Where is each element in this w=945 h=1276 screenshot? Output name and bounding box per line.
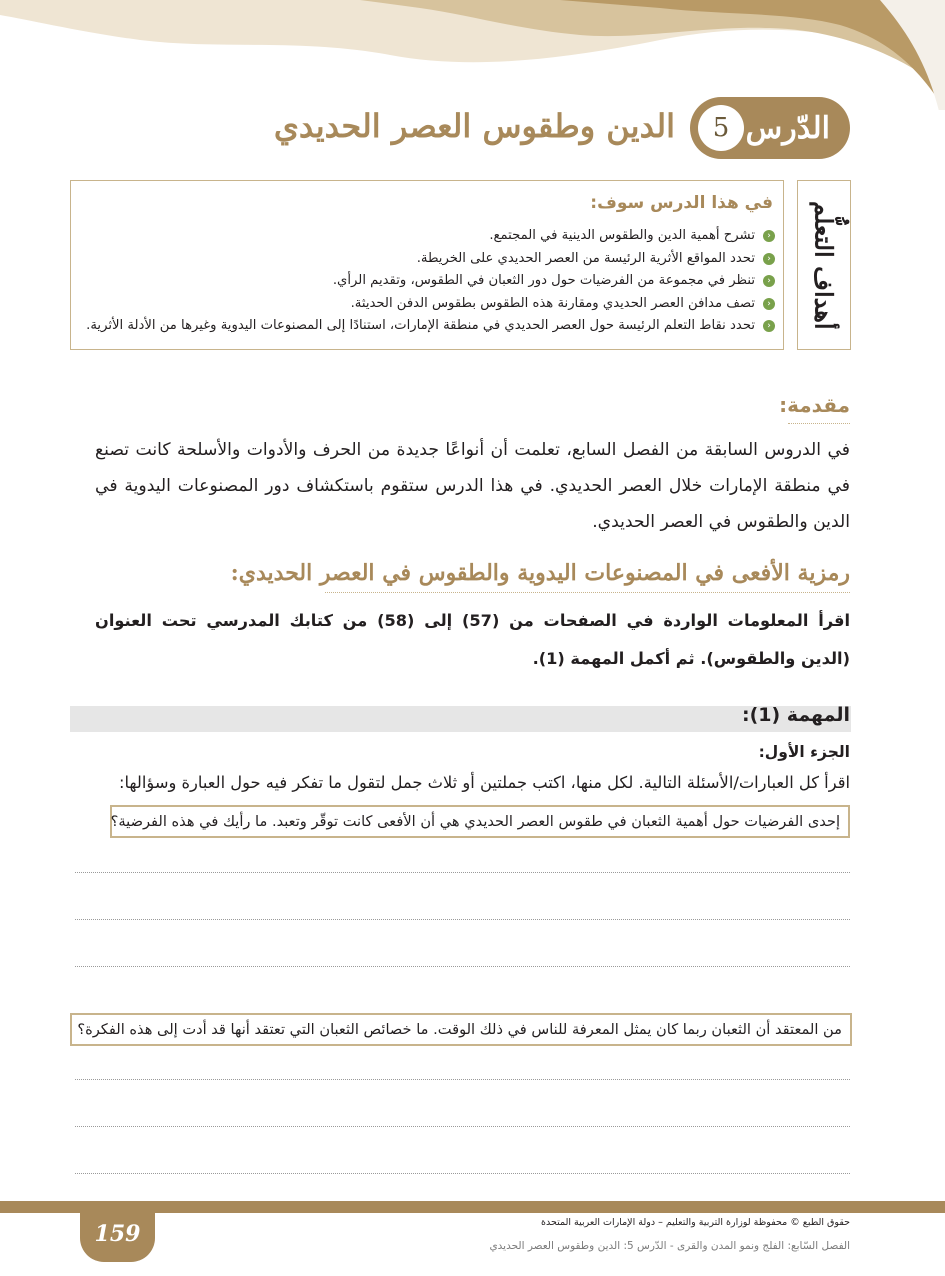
answer-line[interactable] [75, 1126, 850, 1127]
question-box-1 [110, 805, 850, 838]
section-title-underline [325, 592, 850, 593]
question-box-2 [70, 1013, 852, 1046]
objective-item [86, 225, 775, 248]
objective-text: تحدد المواقع الأثرية الرئيسة من العصر الحديدي على الخريطة. [416, 250, 755, 266]
reading-instruction: اقرأ المعلومات الواردة في الصفحات من (57) إلى (58) من كتابك المدرسي تحت العنوان (الدين والطقوس). ثم أكمل المهمة (1). [95, 611, 850, 668]
objectives-list [86, 225, 775, 338]
arrow-bullet-icon: ‹ [763, 253, 775, 265]
lesson-number: 5 [698, 105, 744, 151]
task-title: المهمة (1): [741, 704, 850, 726]
objective-text: تشرح أهمية الدين والطقوس الدينية في المجتمع. [489, 228, 755, 243]
objective-item [86, 315, 775, 338]
objective-item [86, 270, 775, 293]
footer-chapter-info: الفصل السّابع: الفلج ونمو المدن والقرى - الدّرس 5: الدين وطقوس العصر الحديدي [489, 1240, 850, 1252]
task-header-bar [70, 706, 851, 732]
arrow-bullet-icon: ‹ [763, 275, 775, 287]
objective-text: تنظر في مجموعة من الفرضيات حول دور الثعبان في الطقوس، وتقديم الرأي. [332, 273, 755, 288]
objectives-heading: في هذا الدرس سوف: [590, 193, 773, 213]
question-text: من المعتقد أن الثعبان ربما كان يمثل المعرفة للناس في ذلك الوقت. ما خصائص الثعبان التي تعتقد أنها قد أدت إلى هذه الفكرة؟ [77, 1021, 842, 1038]
objective-item [86, 293, 775, 316]
answer-line[interactable] [75, 1079, 850, 1080]
header-wave-decoration [0, 0, 945, 110]
question-text: إحدى الفرضيات حول أهمية الثعبان في طقوس العصر الحديدي هي أن الأفعى كانت توقّر وتعبد. ما رأيك في هذه الفرضية؟ [110, 813, 840, 830]
objectives-side-label: أهداف التعلُّم [809, 200, 839, 330]
arrow-bullet-icon: ‹ [763, 230, 775, 242]
lesson-label: الدّرس [745, 110, 830, 146]
objectives-side-label-box [797, 180, 851, 350]
objective-item [86, 248, 775, 271]
lesson-title: الدين وطقوس العصر الحديدي [273, 107, 675, 145]
arrow-bullet-icon: ‹ [763, 320, 775, 332]
intro-heading: مقدمة: [779, 393, 850, 417]
answer-line[interactable] [75, 1173, 850, 1174]
answer-line[interactable] [75, 919, 850, 920]
part-title: الجزء الأول: [758, 743, 850, 761]
intro-paragraph: في الدروس السابقة من الفصل السابع، تعلمت أن أنواعًا جديدة من الحرف والأدوات والأسلحة كانت تصنع في منطقة الإمارات خلال العصر الحديدي. في هذا الدرس ستقوم باستكشاف دور المصنوعات اليدوية في الدين والطقوس في العصر الحديدي. [95, 440, 850, 532]
page-number-tab [80, 1206, 155, 1262]
answer-line[interactable] [75, 966, 850, 967]
arrow-bullet-icon: ‹ [763, 298, 775, 310]
intro-heading-underline [788, 423, 850, 424]
answer-line[interactable] [75, 872, 850, 873]
part-instruction: اقرأ كل العبارات/الأسئلة التالية. لكل منها، اكتب جملتين أو ثلاث جمل لتقول ما تفكر فيه حول العبارة وسؤالها: [118, 773, 850, 792]
copyright-notice: حقوق الطبع © محفوظة لوزارة التربية والتعليم – دولة الإمارات العربية المتحدة [541, 1217, 850, 1228]
section-title: رمزية الأفعى في المصنوعات اليدوية والطقوس في العصر الحديدي: [230, 560, 850, 586]
objective-text: تحدد نقاط التعلم الرئيسة حول العصر الحديدي في منطقة الإمارات، استنادًا إلى المصنوعات اليدوية وغيرها من الأدلة الأثرية. [86, 318, 755, 333]
page-number: 159 [94, 1221, 141, 1247]
objectives-box [70, 180, 784, 350]
lesson-badge [690, 97, 850, 159]
objective-text: تصف مدافن العصر الحديدي ومقارنة هذه الطقوس بطقوس الدفن الحديثة. [350, 295, 755, 311]
